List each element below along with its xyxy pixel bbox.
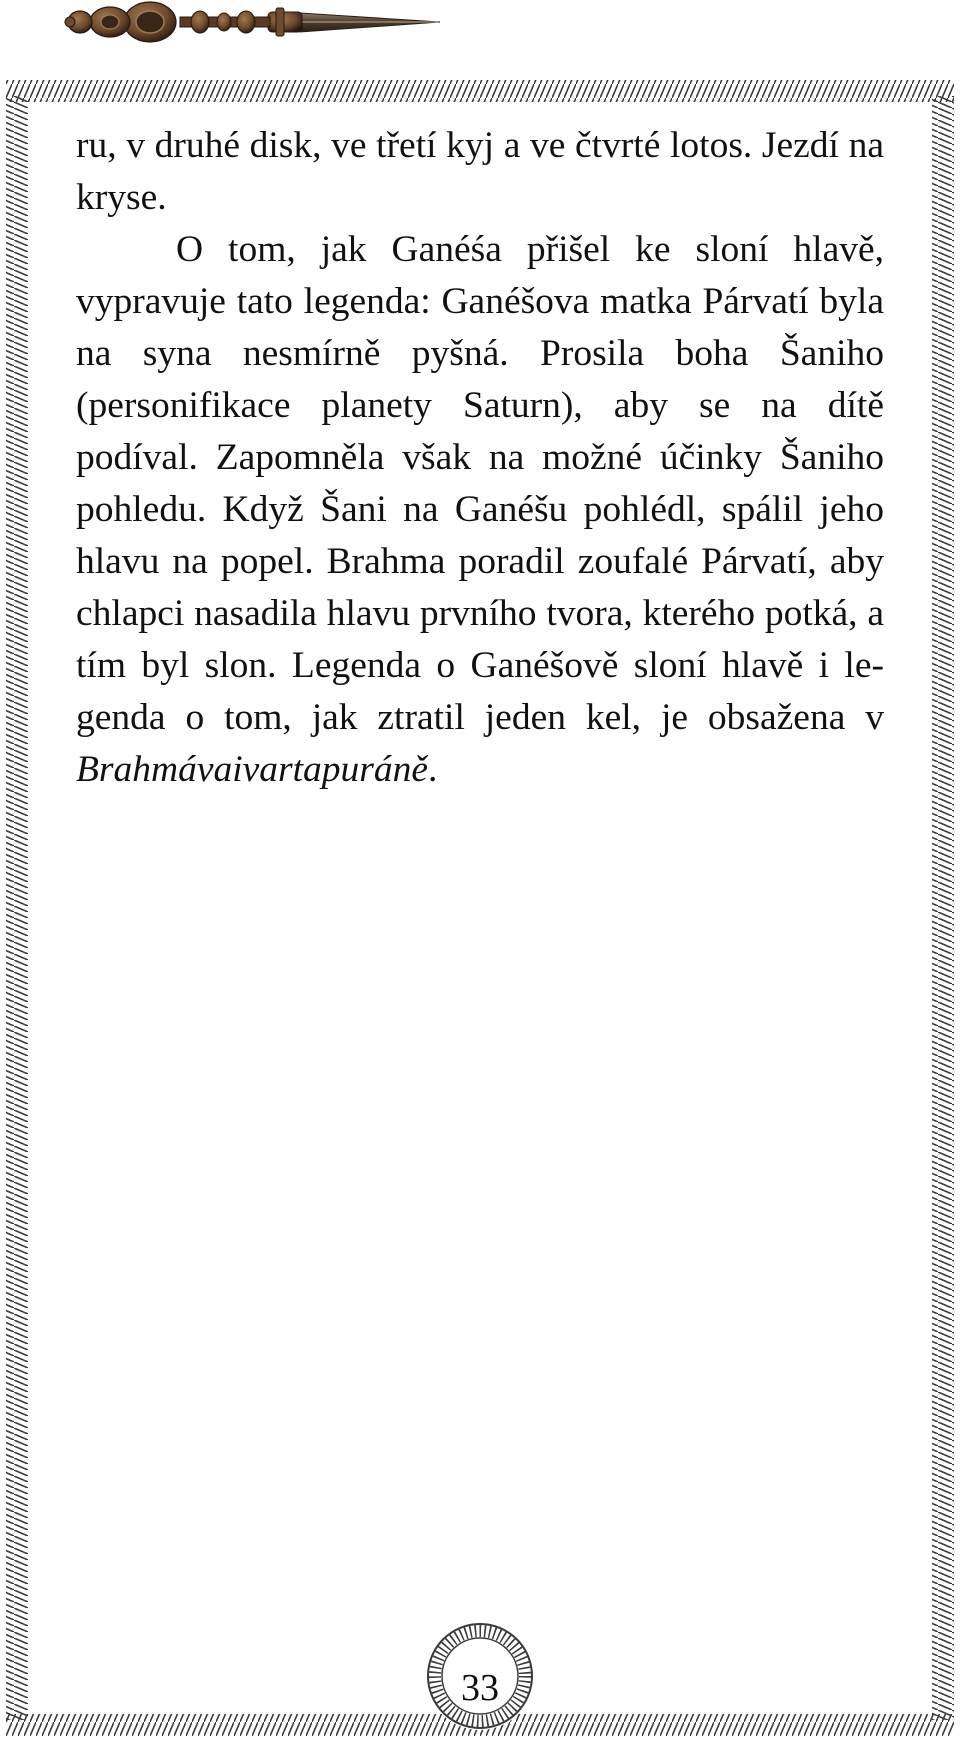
border-top bbox=[6, 80, 954, 102]
border-left bbox=[6, 96, 28, 1720]
border-right bbox=[932, 96, 954, 1720]
page-number: 33 bbox=[461, 1667, 499, 1709]
italic-book-title: Brahmávaivartapuráně bbox=[76, 749, 429, 790]
paragraph-2-text: O tom, jak Ganéśa přišel ke sloní hlavě, vypravuje tato legenda: Ganéšova matka Párvatí byla na syna nesmírně pyšná. Prosila boha Šaniho (personifikace planety Saturn), aby se na dítě podíval. Zapomněla však na možné účinky Šaniho pohledu. Když Šani na Ganéšu pohlédl, spálil jeho hlavu na popel. Brahma poradil zoufalé Párvatí, aby chlapci nasadila hlavu prvního tvora, kterého potká, a tím byl slon. Legenda o Ganéšově sloní hlavě i legenda o tom, jak ztratil jeden kel, je obsažena v bbox=[76, 229, 884, 738]
dagger-ornament-icon bbox=[65, 2, 440, 42]
paragraph-2 bbox=[76, 224, 884, 796]
paragraph-2-tail: . bbox=[428, 749, 438, 790]
paragraph-1: ru, v druhé disk, ve třetí kyj a ve čtvrté lotos. Jezdí na kryse. bbox=[76, 125, 884, 218]
body-text bbox=[76, 120, 884, 796]
